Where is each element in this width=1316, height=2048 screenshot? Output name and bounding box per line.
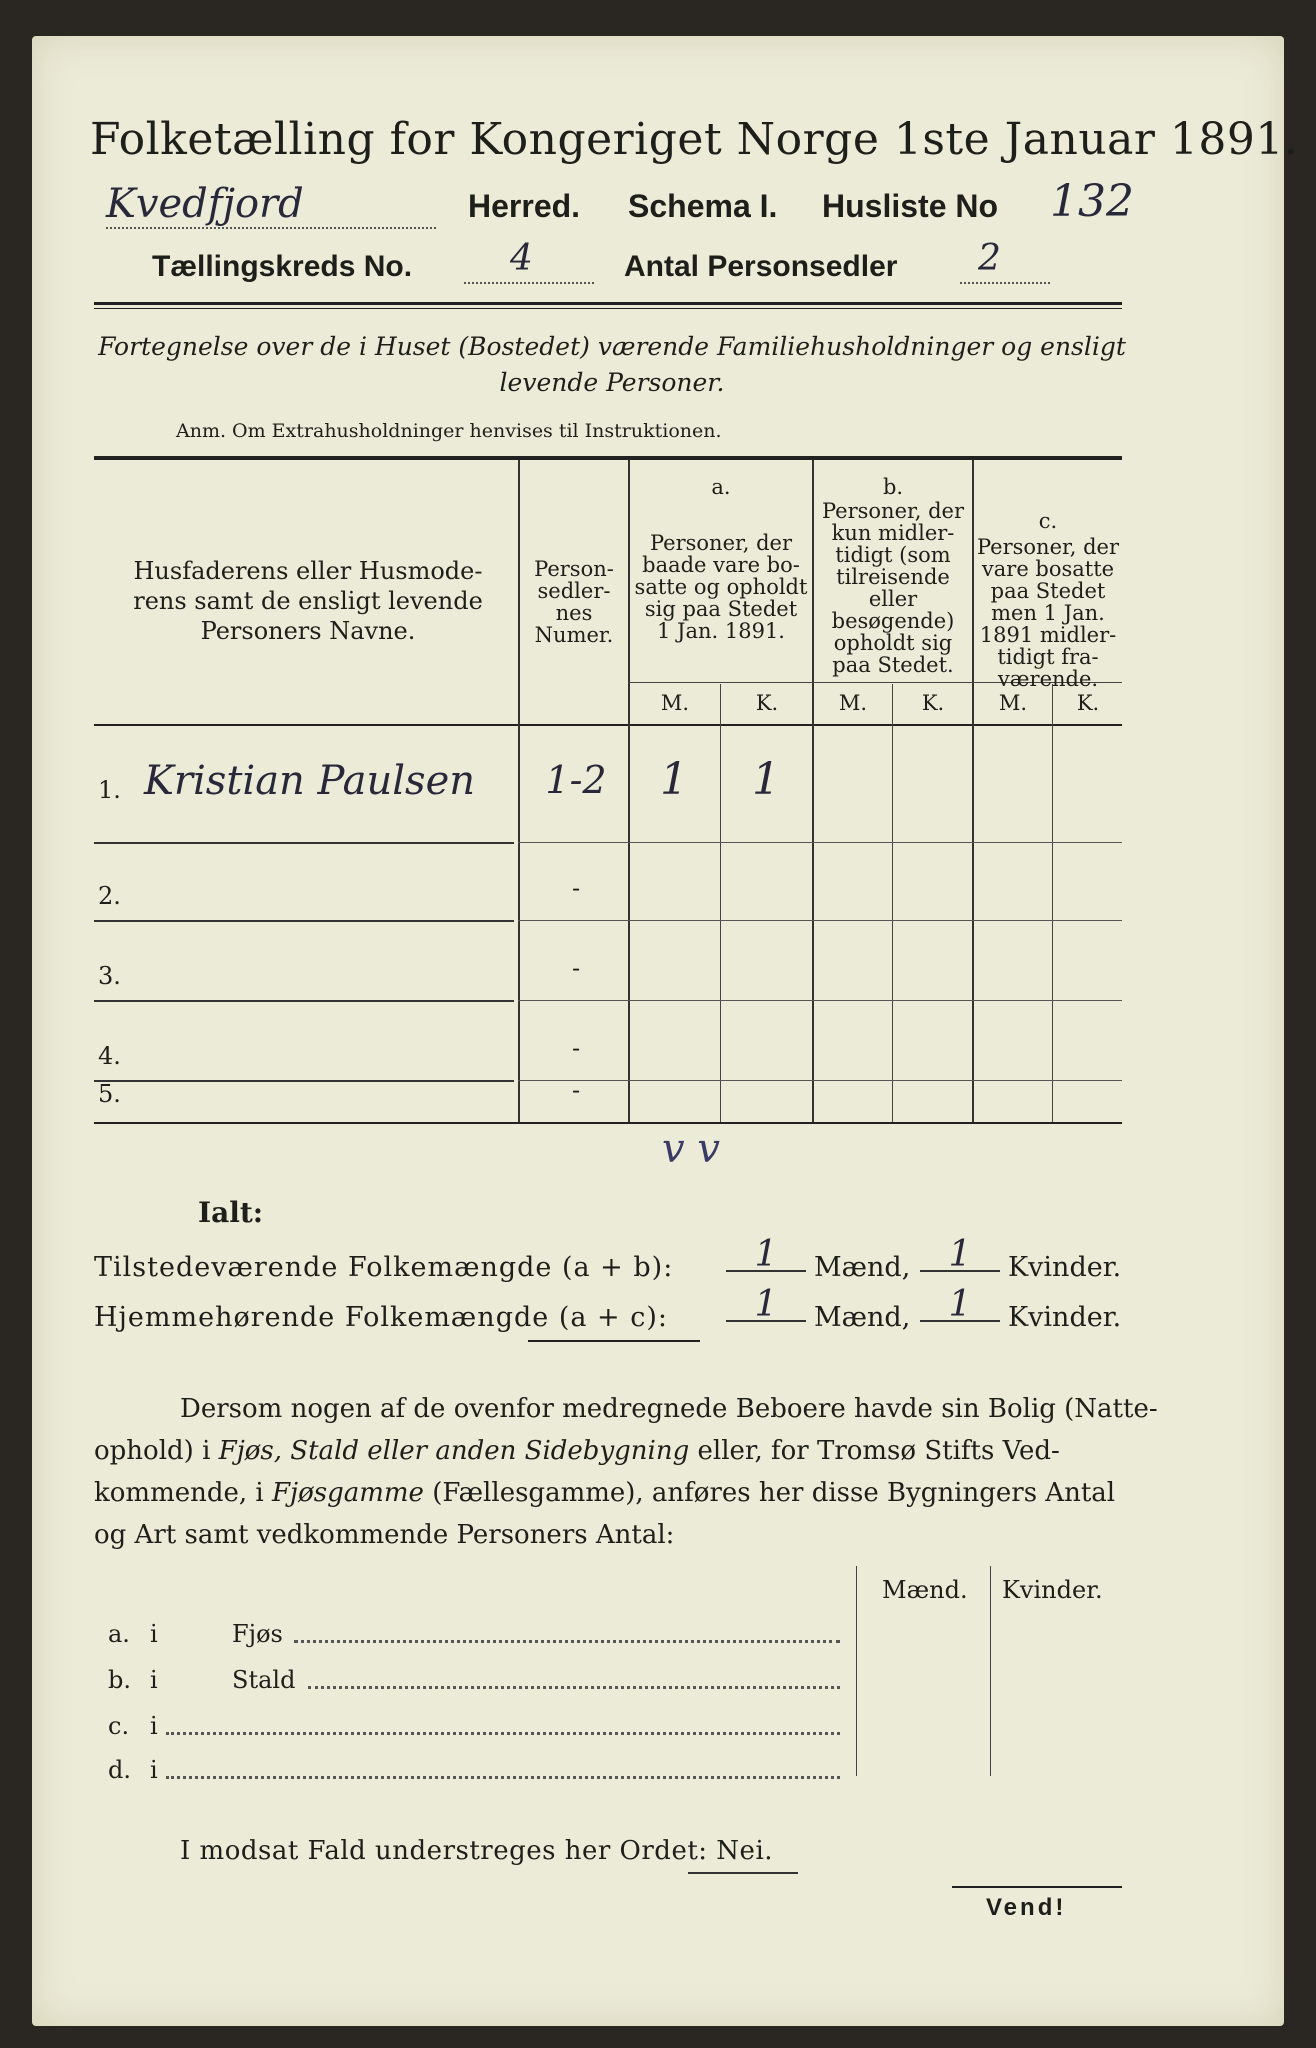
hjemme-maend-value: 1	[726, 1290, 806, 1322]
header-rule-thin	[94, 308, 1122, 309]
schema-label: Schema I.	[628, 188, 778, 224]
row-1-numer: 1-2	[545, 758, 607, 802]
names-header: Husfaderens eller Husmode- rens samt de ensligt levende Personers Navne.	[133, 557, 483, 645]
form-title: Folketælling for Kongeriget Norge 1ste Januar 1891.	[90, 114, 1299, 165]
bolig-divider-2	[990, 1566, 991, 1776]
bolig-item-d-i: i	[150, 1756, 158, 1784]
b-m-label: M.	[838, 691, 868, 715]
row-1-name: Kristian Paulsen	[144, 758, 475, 804]
intro-line-1: Fortegnelse over de i Huset (Bostedet) værende Familiehusholdninger og ensligt	[98, 332, 1126, 361]
b-k-label: K.	[921, 691, 945, 715]
personsedler-field	[960, 238, 1050, 284]
row-1-a-k: 1	[752, 754, 780, 805]
husliste-label: Husliste No	[822, 188, 999, 224]
herred-label: Herred.	[468, 188, 581, 224]
herred-field	[106, 181, 526, 229]
row-2-number: 2.	[98, 882, 121, 910]
row-5-numer: -	[571, 1076, 581, 1104]
c-k-label: K.	[1076, 691, 1100, 715]
table-bottom-rule	[94, 1122, 1122, 1124]
numer-header: Person- sedler- nes Numer.	[534, 557, 614, 647]
tally-checkmarks: v v	[662, 1126, 720, 1172]
a-k-label: K.	[755, 691, 779, 715]
bolig-item-a-i: i	[150, 1620, 158, 1648]
bolig-item-c-dots	[166, 1732, 840, 1735]
row-2-numer: -	[571, 874, 581, 902]
row-2-rule-right	[518, 920, 1122, 921]
row-3-number: 3.	[98, 962, 121, 990]
census-form-page	[32, 36, 1299, 2026]
bolig-item-c-letter: c.	[108, 1712, 130, 1740]
tilstede-kvinder-label: Kvinder.	[1008, 1252, 1122, 1283]
husliste-value: 132	[1050, 176, 1134, 227]
row-3-rule	[94, 1000, 514, 1002]
row-4-rule	[94, 1080, 514, 1082]
vend-label: Vend!	[986, 1894, 1067, 1921]
bolig-kvinder-header: Kvinder.	[1002, 1576, 1103, 1604]
header-rule	[94, 302, 1122, 305]
personsedler-value: 2	[978, 238, 1001, 279]
c-m-label: M.	[998, 691, 1028, 715]
tilstede-maend-label: Mænd,	[814, 1252, 911, 1283]
bolig-para-line-3: kommende, i Fjøsgamme (Fællesgamme), anføres her disse Bygningers Antal	[94, 1478, 1116, 1508]
row-5-number: 5.	[98, 1080, 121, 1108]
bolig-maend-header: Mænd.	[882, 1576, 968, 1604]
intro-line-2: levende Personer.	[499, 368, 725, 397]
bolig-item-b-letter: b.	[108, 1666, 131, 1694]
bolig-item-d-dots	[166, 1776, 840, 1779]
tilstede-label: Tilstedeværende Folkemængde (a + b):	[94, 1252, 674, 1283]
ialt-label: Ialt:	[198, 1196, 264, 1229]
col-c-header: Personer, der vare bosatte paa Stedet men 1 Jan. 1891 midler- tidigt fra- værende.	[976, 535, 1120, 691]
hjemme-maend-label: Mænd,	[814, 1302, 911, 1333]
row-4-number: 4.	[98, 1042, 121, 1070]
hjemme-kvinder-label: Kvinder.	[1008, 1302, 1122, 1333]
bolig-item-c-i: i	[150, 1712, 158, 1740]
row-1-a-m: 1	[660, 754, 688, 805]
col-b-header: Personer, der kun midler- tidigt (som tilreisende eller besøgende) opholdt sig paa Stedet.	[821, 499, 965, 677]
nei-underline	[688, 1872, 798, 1874]
bolig-item-d-letter: d.	[108, 1756, 131, 1784]
col-c-letter: c.	[1038, 509, 1058, 533]
bolig-para-line-4: og Art samt vedkommende Personers Antal:	[94, 1520, 675, 1550]
col-a-letter: a.	[711, 475, 731, 499]
col-divider-b-mk	[892, 684, 893, 1122]
row-3-numer: -	[571, 954, 581, 982]
row-4-numer: -	[571, 1034, 581, 1062]
col-divider-c-mk	[1052, 684, 1053, 1122]
bolig-item-b-i: i	[150, 1666, 158, 1694]
separator-short-rule	[528, 1340, 700, 1342]
col-divider-a-mk	[720, 684, 721, 1122]
modsat-fald-text: I modsat Fald understreges her Ordet: Nei.	[180, 1836, 774, 1866]
hjemme-kvinder-value: 1	[920, 1290, 1000, 1322]
bolig-para-line-2: ophold) i Fjøs, Stald eller anden Sidebygning eller, for Tromsø Stifts Ved-	[94, 1436, 1060, 1466]
tilstede-kvinder-value: 1	[920, 1240, 1000, 1272]
row-1-rule-right	[518, 842, 1122, 843]
bolig-item-a-label: Fjøs	[232, 1620, 283, 1648]
table-top-rule	[94, 456, 1122, 460]
row-1-rule	[94, 842, 514, 844]
vend-rule	[952, 1886, 1122, 1888]
col-a-header: Personer, der baade vare bo- satte og opholdt sig paa Stedet 1 Jan. 1891.	[634, 531, 808, 643]
a-m-label: M.	[660, 691, 690, 715]
row-3-rule-right	[518, 1000, 1122, 1001]
herred-value: Kvedfjord	[106, 181, 436, 229]
col-b-letter: b.	[882, 475, 904, 499]
table-header-rule	[94, 724, 1122, 726]
bolig-item-a-letter: a.	[108, 1620, 130, 1648]
row-1-number: 1.	[98, 776, 121, 804]
kreds-label: Tællingskreds No.	[152, 250, 413, 283]
tilstede-maend-value: 1	[726, 1240, 806, 1272]
kreds-value: 4	[510, 238, 533, 279]
bolig-item-b-dots	[308, 1686, 840, 1689]
bolig-item-b-label: Stald	[232, 1666, 296, 1694]
bolig-divider-1	[856, 1566, 857, 1776]
row-2-rule	[94, 920, 514, 922]
anm-note: Anm. Om Extrahusholdninger henvises til Instruktionen.	[176, 420, 722, 442]
kreds-field	[464, 238, 594, 284]
hjemme-label: Hjemmehørende Folkemængde (a + c):	[94, 1302, 668, 1333]
bolig-item-a-dots	[294, 1640, 840, 1643]
personsedler-label: Antal Personsedler	[624, 250, 898, 283]
bolig-para-line-1: Dersom nogen af de ovenfor medregnede Beboere havde sin Bolig (Natte-	[180, 1394, 1158, 1424]
